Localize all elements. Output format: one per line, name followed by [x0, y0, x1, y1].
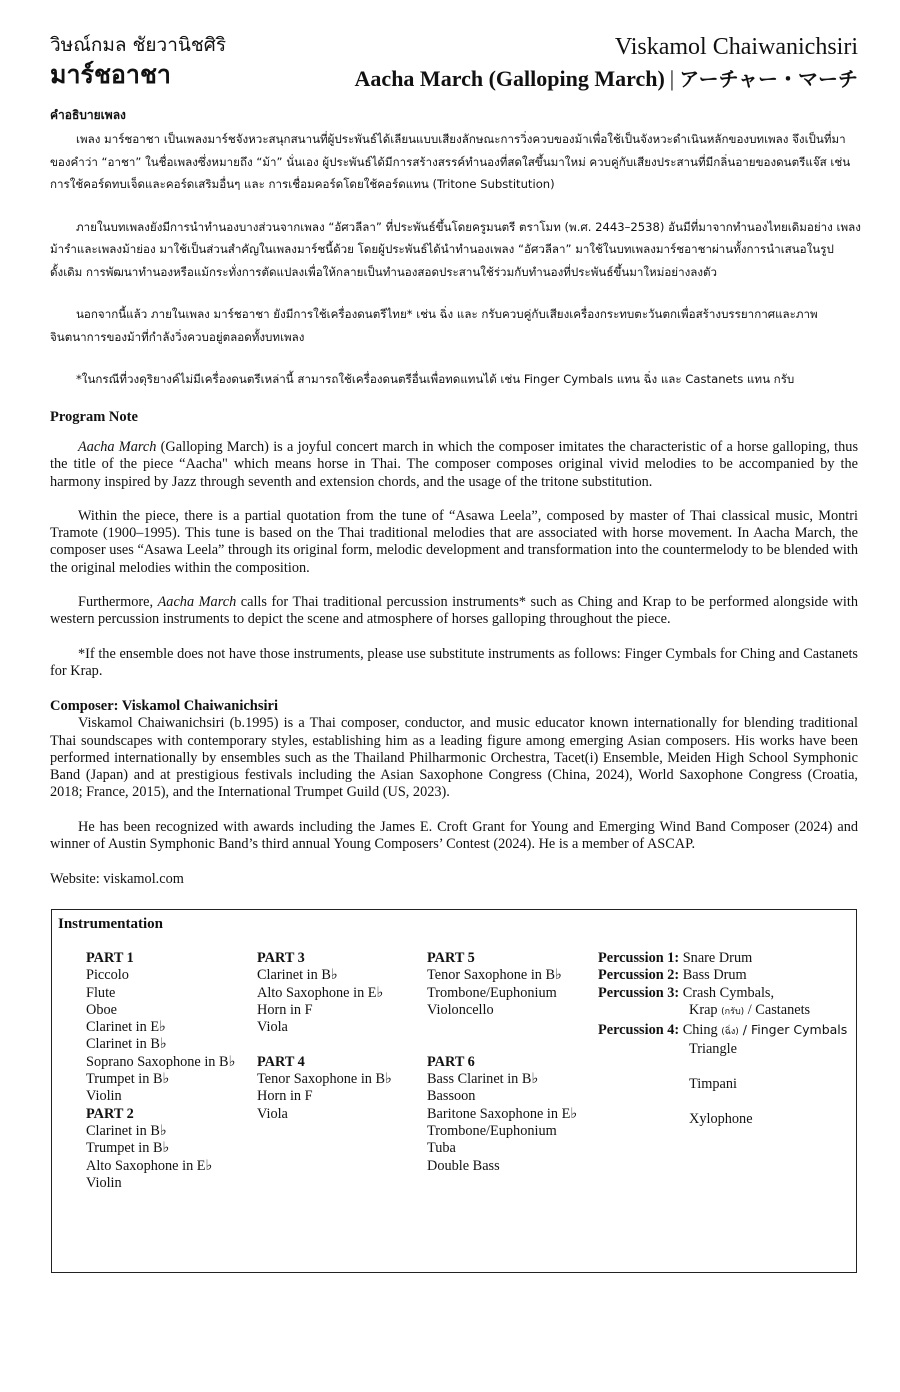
- instrument-item: Alto Saxophone in E♭: [257, 984, 384, 1001]
- percussion-3: [598, 985, 847, 1002]
- paragraph-text: calls for Thai traditional percussion instruments* such as Ching and Krap to be performed alongside with western percussion instruments to depict the scene and atmosphere of horses galloping throughout the piece.: [50, 594, 858, 628]
- krap-thai: (กรับ): [721, 1006, 745, 1017]
- percussion-column: [598, 950, 847, 1128]
- percussion-1-instruments: Snare Drum: [679, 950, 753, 966]
- thai-description: [50, 106, 862, 411]
- instrument-item: Clarinet in E♭: [86, 1019, 166, 1036]
- piece-name-italic: Aacha March: [157, 594, 237, 611]
- spacer: [257, 1036, 392, 1053]
- spacer: [427, 1036, 577, 1053]
- thai-footnote: *ในกรณีที่วงดุริยางค์ไม่มีเครื่องดนตรีเหล่านี้ สามารถใช้เครื่องดนตรีอื่นเพื่อทดแทนได้ เช่น Finger Cymbals แทน ฉิ่ง และ Castanets แทน กรับ: [76, 372, 795, 386]
- instrument-item: Tenor Saxophone in B♭: [257, 1071, 392, 1088]
- instrument-item: Violin: [86, 1088, 122, 1105]
- instrumentation-column-3: [427, 950, 577, 1175]
- instrumentation-column-1: [86, 950, 235, 1192]
- finger-cymbals-text: / Finger Cymbals: [738, 1022, 848, 1038]
- instrument-item: Tenor Saxophone in B♭: [427, 967, 562, 984]
- thai-description-heading: คำอธิบายเพลง: [50, 108, 126, 122]
- program-note-paragraph-1: [50, 439, 858, 491]
- spacer: [427, 1019, 577, 1036]
- percussion-2-instruments: Bass Drum: [679, 967, 747, 984]
- ching-thai: (ฉิ่ง): [721, 1027, 739, 1038]
- composer-bio-paragraph-2: He has been recognized with awards including the James E. Croft Grant for Young and Emerging Wind Band Composer (2024) and winner of Austin Symphonic Band’s third annual Young Composers’ Contest (2024). He is a member of ASCAP.: [50, 818, 858, 853]
- program-note: [50, 407, 858, 888]
- piece-title: [355, 64, 858, 94]
- instrument-item: Trombone/Euphonium: [427, 984, 557, 1001]
- composer-name: Viskamol Chaiwanichsiri: [614, 34, 858, 60]
- instrument-item: Trombone/Euphonium: [427, 1122, 557, 1139]
- percussion-2-label: Percussion 2:: [598, 967, 680, 984]
- part-6-label: PART 6: [427, 1053, 475, 1070]
- thai-composer-name: วิษณ์กมล ชัยวานิชศิริ: [50, 34, 227, 56]
- krap-text: Krap: [689, 1001, 722, 1018]
- thai-paragraph-2: ภายในบทเพลงยังมีการนำทำนองบางส่วนจากเพลง “อัศวลีลา” ที่ประพันธ์ขึ้นโดยครูมนตรี ตราโมท (พ.ศ. 2443–2538) อันมีที่มาจากทำนองไทยเดิมอย่าง เพลงม้ารำและเพลงม้าย่อง มาใช้เป็นส่วนสำคัญในเพลงมาร์ชนี้ด้วย โดยผู้ประพันธ์ได้นำทำนองเพลง “อัศวลีลา” มาใช้ในบทเพลงมาร์ชอาชาผ่านทั้งการนำเสนอในรูปดั้งเดิม การพัฒนาทำนองหรือแม้กระทั่งการตัดแปลงเพื่อให้กลายเป็นทำนองสอดประสานใช้ร่วมกับทำนองที่ประพันธ์ขึ้นมาใหม่อย่างลงตัว: [50, 219, 861, 279]
- part-2-label: PART 2: [86, 1105, 134, 1122]
- instrument-item: Violoncello: [427, 1001, 494, 1018]
- instrument-item: Clarinet in B♭: [257, 967, 338, 984]
- percussion-1-label: Percussion 1:: [598, 950, 680, 966]
- instrument-item: Clarinet in B♭: [86, 1036, 167, 1053]
- instrument-item: Violin: [86, 1174, 122, 1191]
- ching-text: Ching: [679, 1022, 722, 1039]
- thai-paragraph-3: นอกจากนี้แล้ว ภายในเพลง มาร์ชอาชา ยังมีการใช้เครื่องดนตรีไทย* เช่น ฉิ่ง และ กรับควบคู่กับเสียงเครื่องกระทบตะวันตกเพื่อสร้างบรรยากาศและภาพจินตนาการของม้าที่กำลังวิ่งควบอยู่ตลอดทั้งบทเพลง: [50, 307, 818, 344]
- instrument-item: Alto Saxophone in E♭: [86, 1157, 213, 1174]
- instrument-item: Flute: [86, 984, 116, 1001]
- composer-heading: Composer: Viskamol Chaiwanichsiri: [50, 698, 278, 715]
- program-note-paragraph-2: Within the piece, there is a partial quotation from the tune of “Asawa Leela”, composed by master of Thai classical music, Montri Tramote (1900–1995). This tune is based on the Thai traditional melodies that are associated with horse movement. In Aacha March, the composer uses “Asawa Leela” through its original form, melodic development and transformation into the countermelody to be blended with the original melodies within the composition.: [50, 507, 858, 576]
- instrument-item: Soprano Saxophone in B♭: [86, 1053, 236, 1070]
- instrument-item: Viola: [257, 1019, 288, 1036]
- program-note-paragraph-3: [50, 594, 858, 629]
- percussion-2: [598, 967, 847, 984]
- percussion-3-continued: [598, 1002, 847, 1021]
- castanets-text: / Castanets: [744, 1001, 811, 1018]
- program-note-heading: Program Note: [50, 409, 138, 425]
- instrument-item: Bass Clarinet in B♭: [427, 1071, 539, 1088]
- part-5-label: PART 5: [427, 950, 475, 966]
- program-note-footnote: *If the ensemble does not have those instruments, please use substitute instruments as follows: Finger Cymbals for Ching and Castanets for Krap.: [50, 645, 858, 679]
- paragraph-text: (Galloping March) is a joyful concert march in which the composer imitates the characteristic of a horse galloping, thus the title of the piece “Aacha" which means horse in Thai. The composer composes original vivid melodies to be accompanied by the harmony inspired by Jazz through seventh and extension chords, and the usage of the tritone substitution.: [50, 439, 859, 490]
- instrumentation-column-2: [257, 950, 392, 1123]
- instrument-item: Viola: [257, 1105, 288, 1122]
- instrument-item: Tuba: [427, 1140, 456, 1157]
- percussion-triangle: Triangle: [689, 1041, 737, 1058]
- paragraph-text: Furthermore,: [78, 594, 158, 611]
- instrument-item: Bassoon: [427, 1088, 476, 1105]
- percussion-timpani: Timpani: [689, 1076, 737, 1093]
- composer-website: Website: viskamol.com: [50, 871, 184, 888]
- part-4-label: PART 4: [257, 1053, 305, 1070]
- instrument-item: Piccolo: [86, 967, 129, 984]
- instrument-item: Horn in F: [257, 1088, 313, 1105]
- part-1-label: PART 1: [86, 950, 134, 966]
- instrument-item: Clarinet in B♭: [86, 1122, 167, 1139]
- instrumentation-title: Instrumentation: [58, 916, 164, 932]
- percussion-xylophone: Xylophone: [689, 1110, 753, 1127]
- instrument-item: Trumpet in B♭: [86, 1140, 170, 1157]
- percussion-4: [598, 1021, 847, 1041]
- instrument-item: Horn in F: [257, 1001, 313, 1018]
- percussion-3-instruments: Crash Cymbals,: [679, 984, 775, 1001]
- percussion-3-label: Percussion 3:: [598, 984, 680, 1001]
- instrumentation-box: [51, 909, 857, 1273]
- english-header: [355, 32, 858, 94]
- percussion-1: [598, 950, 847, 967]
- spacer: [598, 1059, 847, 1076]
- thai-header: [50, 32, 226, 92]
- instrument-item: Trumpet in B♭: [86, 1071, 170, 1088]
- instrument-item: Baritone Saxophone in E♭: [427, 1105, 578, 1122]
- percussion-4-label: Percussion 4:: [598, 1022, 680, 1039]
- instrument-item: Double Bass: [427, 1157, 500, 1174]
- thai-paragraph-1: เพลง มาร์ชอาชา เป็นเพลงมาร์ชจังหวะสนุกสนานที่ผู้ประพันธ์ได้เลียนแบบเสียงลักษณะการวิ่งควบของม้าเพื่อใช้เป็นจังหวะดำเนินหลักของบทเพลง จึงเป็นที่มาของคำว่า “อาชา” ในชื่อเพลงซึ่งหมายถึง “ม้า” นั่นเอง ผู้ประพันธ์ได้มีการสร้างสรรค์ทำนองที่สดใสขึ้นมาใหม่ ควบคู่กับเสียงประสานที่มีกลิ่นอายของดนตรีแจ๊ส เช่น การใช้คอร์ดทบเจ็ดและคอร์ดเสริมอื่นๆ และ การเชื่อมคอร์ดโดยใช้คอร์ดแทน (Tritone Substitution): [50, 132, 851, 191]
- english-title: Aacha March (Galloping March): [354, 66, 665, 91]
- title-separator: |: [669, 66, 675, 91]
- spacer: [598, 1093, 847, 1110]
- part-3-label: PART 3: [257, 950, 305, 966]
- thai-piece-title: มาร์ชอาชา: [50, 60, 171, 89]
- composer-bio-paragraph-1: Viskamol Chaiwanichsiri (b.1995) is a Thai composer, conductor, and music educator known internationally for blending traditional Thai soundscapes with contemporary styles, establishing him as a leading figure among emerging Asian composers. His works have been performed internationally by ensembles such as the Thailand Philharmonic Orchestra, Tacet(i) Ensemble, Meiden High School Symphonic Band (Japan) and at prestigious festivals including the Asian Saxophone Congress (China, 2024), World Saxophone Congress (Croatia, 2018; France, 2015), and the International Trumpet Guild (US, 2023).: [50, 715, 858, 801]
- piece-name-italic: Aacha March: [78, 439, 157, 455]
- japanese-title: アーチャー・マーチ: [679, 67, 858, 91]
- instrument-item: Oboe: [86, 1001, 117, 1018]
